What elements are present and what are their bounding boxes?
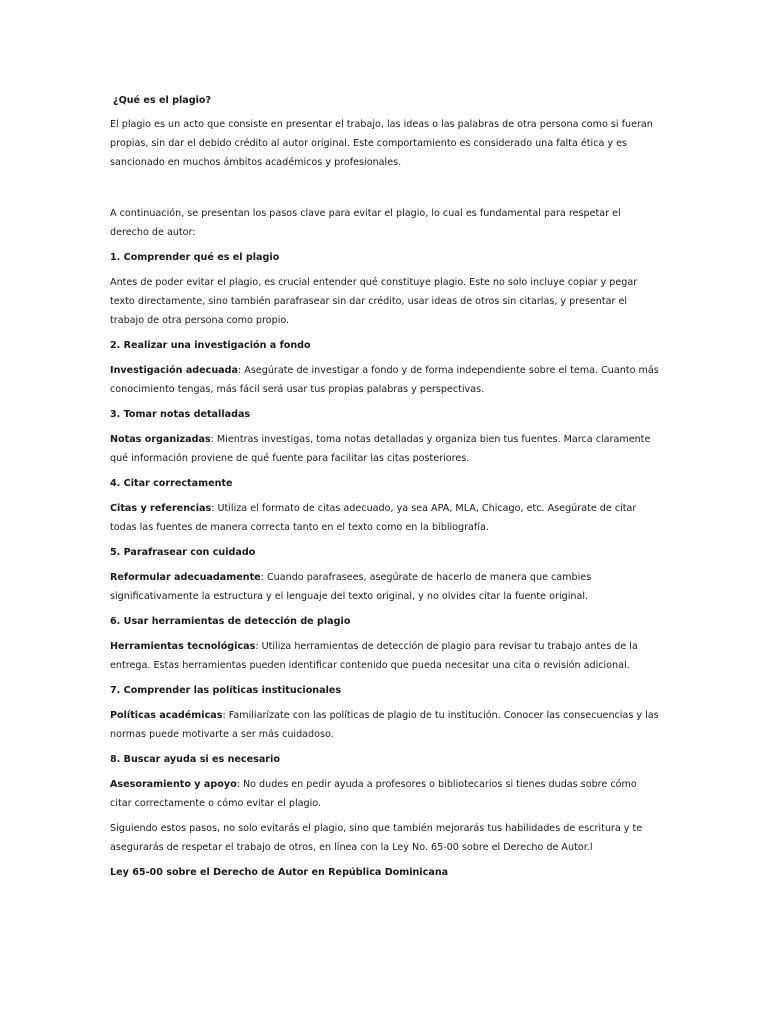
step-heading: 3. Tomar notas detalladas (110, 409, 251, 420)
intro-paragraph: El plagio es un acto que consiste en presentar el trabajo, las ideas o las palabras de otra persona como si fueran propias, sin dar el debido crédito al autor original. Este comportamiento es considerado una falta ética y es sancionado en muchos ámbitos académicos y profesionales. (110, 119, 653, 168)
step-heading: 1. Comprender qué es el plagio (110, 252, 280, 263)
step-text: : Asegúrate de investigar a fondo y de forma independiente sobre el tema. Cuanto más conocimiento tengas, más fácil será usar tus propias palabras y perspectivas. (110, 365, 659, 395)
step-term: Reformular adecuadamente (110, 572, 261, 583)
step-term: Notas organizadas (110, 434, 211, 445)
paragraph-spacer (110, 178, 660, 204)
document-title: ¿Qué es el plagio? (113, 95, 212, 106)
step-term: Políticas académicas (110, 710, 223, 721)
step-heading: 5. Parafrasear con cuidado (110, 547, 256, 558)
step-text: : Cuando parafrasees, asegúrate de hacerlo de manera que cambies significativamente la estructura y el lenguaje del texto original, y no olvides citar la fuente original. (110, 572, 592, 602)
step-paragraph (110, 273, 660, 330)
step-text: : Mientras investigas, toma notas detalladas y organiza bien tus fuentes. Marca claramente qué información proviene de qué fuente para facilitar las citas posteriores. (110, 434, 651, 464)
step-paragraph (110, 706, 660, 744)
step-heading: 7. Comprender las políticas institucionales (110, 685, 342, 696)
step-text: Antes de poder evitar el plagio, es crucial entender qué constituye plagio. Este no solo incluye copiar y pegar texto directamente, sino también parafrasear sin dar crédito, usar ideas de otros sin citarlas, y presentar el trabajo de otra persona como propio. (110, 277, 638, 326)
law-heading: Ley 65-00 sobre el Derecho de Autor en República Dominicana (110, 867, 449, 878)
step-paragraph (110, 361, 660, 399)
step-term: Herramientas tecnológicas (110, 641, 256, 652)
step-paragraph (110, 637, 660, 675)
step-text: : No dudes en pedir ayuda a profesores o bibliotecarios si tienes dudas sobre cómo citar correctamente o cómo evitar el plagio. (110, 779, 637, 809)
step-paragraph (110, 568, 660, 606)
step-paragraph (110, 499, 660, 537)
step-heading: 6. Usar herramientas de detección de plagio (110, 616, 351, 627)
conclusion-paragraph: Siguiendo estos pasos, no solo evitarás el plagio, sino que también mejorarás tus habilidades de escritura y te asegurarás de respetar el trabajo de otros, en línea con la Ley No. 65-00 sobre el Derecho de Autor.l (110, 823, 643, 853)
step-term: Investigación adecuada (110, 365, 239, 376)
step-text: : Familiarízate con las políticas de plagio de tu institución. Conocer las consecuencias y las normas puede motivarte a ser más cuidadoso. (110, 710, 659, 740)
step-heading: 8. Buscar ayuda si es necesario (110, 754, 280, 765)
lead-paragraph: A continuación, se presentan los pasos clave para evitar el plagio, lo cual es fundamental para respetar el derecho de autor: (110, 208, 621, 238)
step-term: Asesoramiento y apoyo (110, 779, 237, 790)
step-text: : Utiliza el formato de citas adecuado, ya sea APA, MLA, Chicago, etc. Asegúrate de citar todas las fuentes de manera correcta tanto en el texto como en la bibliografía. (110, 503, 637, 533)
step-heading: 2. Realizar una investigación a fondo (110, 340, 311, 351)
document-page (110, 93, 660, 882)
step-text: : Utiliza herramientas de detección de plagio para revisar tu trabajo antes de la entrega. Estas herramientas pueden identificar contenido que pueda necesitar una cita o revisión adicional. (110, 641, 638, 671)
step-heading: 4. Citar correctamente (110, 478, 233, 489)
step-term: Citas y referencias (110, 503, 212, 514)
step-paragraph (110, 775, 660, 813)
step-paragraph (110, 430, 660, 468)
